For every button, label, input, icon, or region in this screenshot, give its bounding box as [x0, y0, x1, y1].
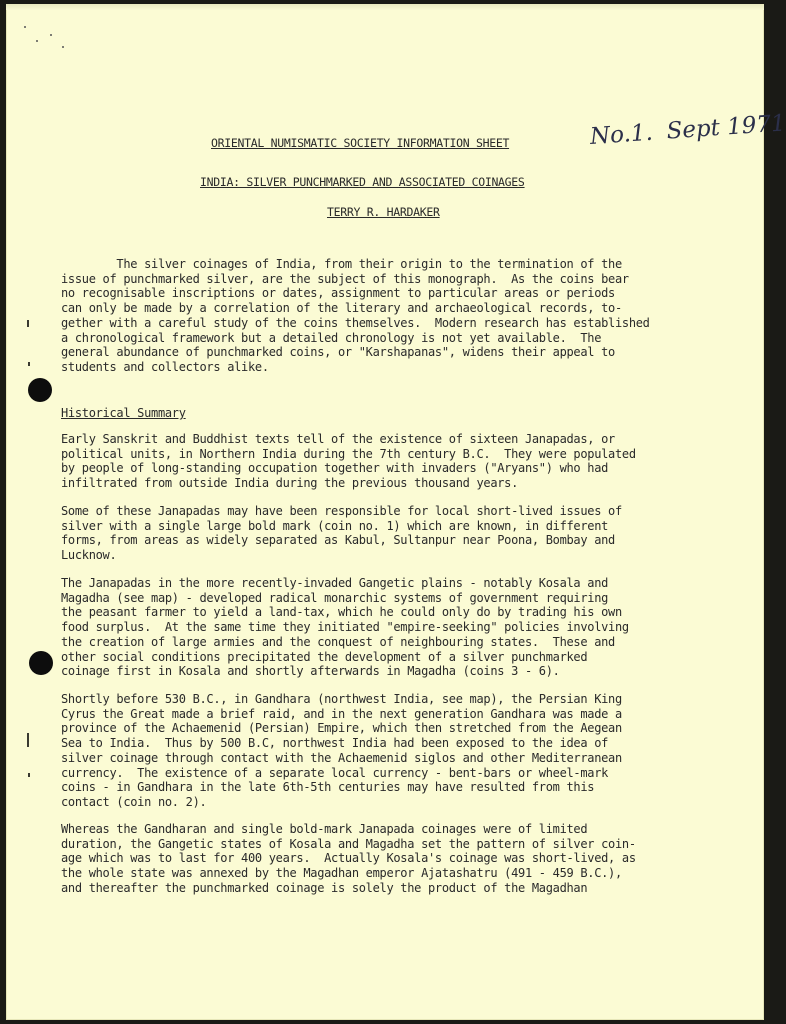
- handwritten-number: No.1.: [589, 119, 654, 150]
- paragraph-bold-mark: Some of these Janapadas may have been responsible for local short-lived issues of silver with a single large bold mark (coin no. 1) which are known, in different forms, from areas as widely separated as Kabul, Sultanpur near Poona, Bombay and Lucknow.: [61, 504, 622, 563]
- margin-mark: [27, 733, 29, 747]
- paragraph-gangetic: The Janapadas in the more recently-invaded Gangetic plains - notably Kosala and Magadha (see map) - developed radical monarchic systems of government requiring the peasant farmer to yield a land-tax, which he could only do by trading his own food surplus. At the same time they initiated "empire-seeking" policies involving the creation of large armies and the conquest of neighbouring states. These and other social conditions precipitated the development of a silver punchmarked coinage first in Kosala and shortly afterwards in Magadha (coins 3 - 6).: [61, 576, 629, 679]
- document-subtitle: INDIA: SILVER PUNCHMARKED AND ASSOCIATED COINAGES: [200, 175, 525, 189]
- punch-hole: [28, 378, 52, 402]
- paragraph-kosala-magadha: Whereas the Gandharan and single bold-mark Janapada coinages were of limited duration, the Gangetic states of Kosala and Magadha set the pattern of silver coin- age which was to last for 400 years. Actually Kosala's coinage was short-lived, as the whole state was annexed by the Magadhan emperor Ajatashatru (491 - 459 B.C.), and thereafter the punchmarked coinage is solely the product of the Magadhan: [61, 822, 636, 895]
- paragraph-janapadas: Early Sanskrit and Buddhist texts tell of the existence of sixteen Janapadas, or political units, in Northern India during the 7th century B.C. They were populated by people of long-standing occupation together with invaders ("Aryans") who had infiltrated from outside India during the previous thousand years.: [61, 432, 636, 491]
- author-name: TERRY R. HARDAKER: [327, 205, 440, 219]
- document-page: [6, 4, 786, 1020]
- margin-mark: [28, 773, 30, 777]
- ink-speck: [62, 46, 64, 48]
- intro-paragraph: The silver coinages of India, from their origin to the termination of the issue of punchmarked silver, are the subject of this monograph. As the coins bear no recognisable inscriptions or dates, assignment to particular areas or periods can only be made by a correlation of the literary and archaeological records, to- gether with a careful study of the coins themselves. Modern research has established a chronological framework but a detailed chronology is not yet available. The general abundance of punchmarked coins, or "Karshapanas", widens their appeal to students and collectors alike.: [61, 257, 650, 374]
- ink-speck: [36, 40, 38, 42]
- punch-hole: [29, 651, 53, 675]
- page-top-edge: [6, 4, 764, 10]
- handwritten-annotation: [589, 110, 786, 150]
- section-heading: Historical Summary: [61, 406, 186, 420]
- ink-speck: [50, 34, 52, 36]
- margin-mark: [28, 362, 30, 366]
- handwritten-date: Sept 1971: [665, 110, 786, 145]
- margin-mark: [27, 320, 29, 327]
- paragraph-gandhara: Shortly before 530 B.C., in Gandhara (northwest India, see map), the Persian King Cyrus the Great made a brief raid, and in the next generation Gandhara was made a province of the Achaemenid (Persian) Empire, which then stretched from the Aegean Sea to India. Thus by 500 B.C, northwest India had been exposed to the idea of silver coinage through contact with the Achaemenid siglos and other Mediterranean currency. The existence of a separate local currency - bent-bars or wheel-mark coins - in Gandhara in the late 6th-5th centuries may have resulted from this contact (coin no. 2).: [61, 692, 622, 809]
- ink-speck: [24, 26, 26, 28]
- sheet-title: ORIENTAL NUMISMATIC SOCIETY INFORMATION SHEET: [211, 136, 510, 150]
